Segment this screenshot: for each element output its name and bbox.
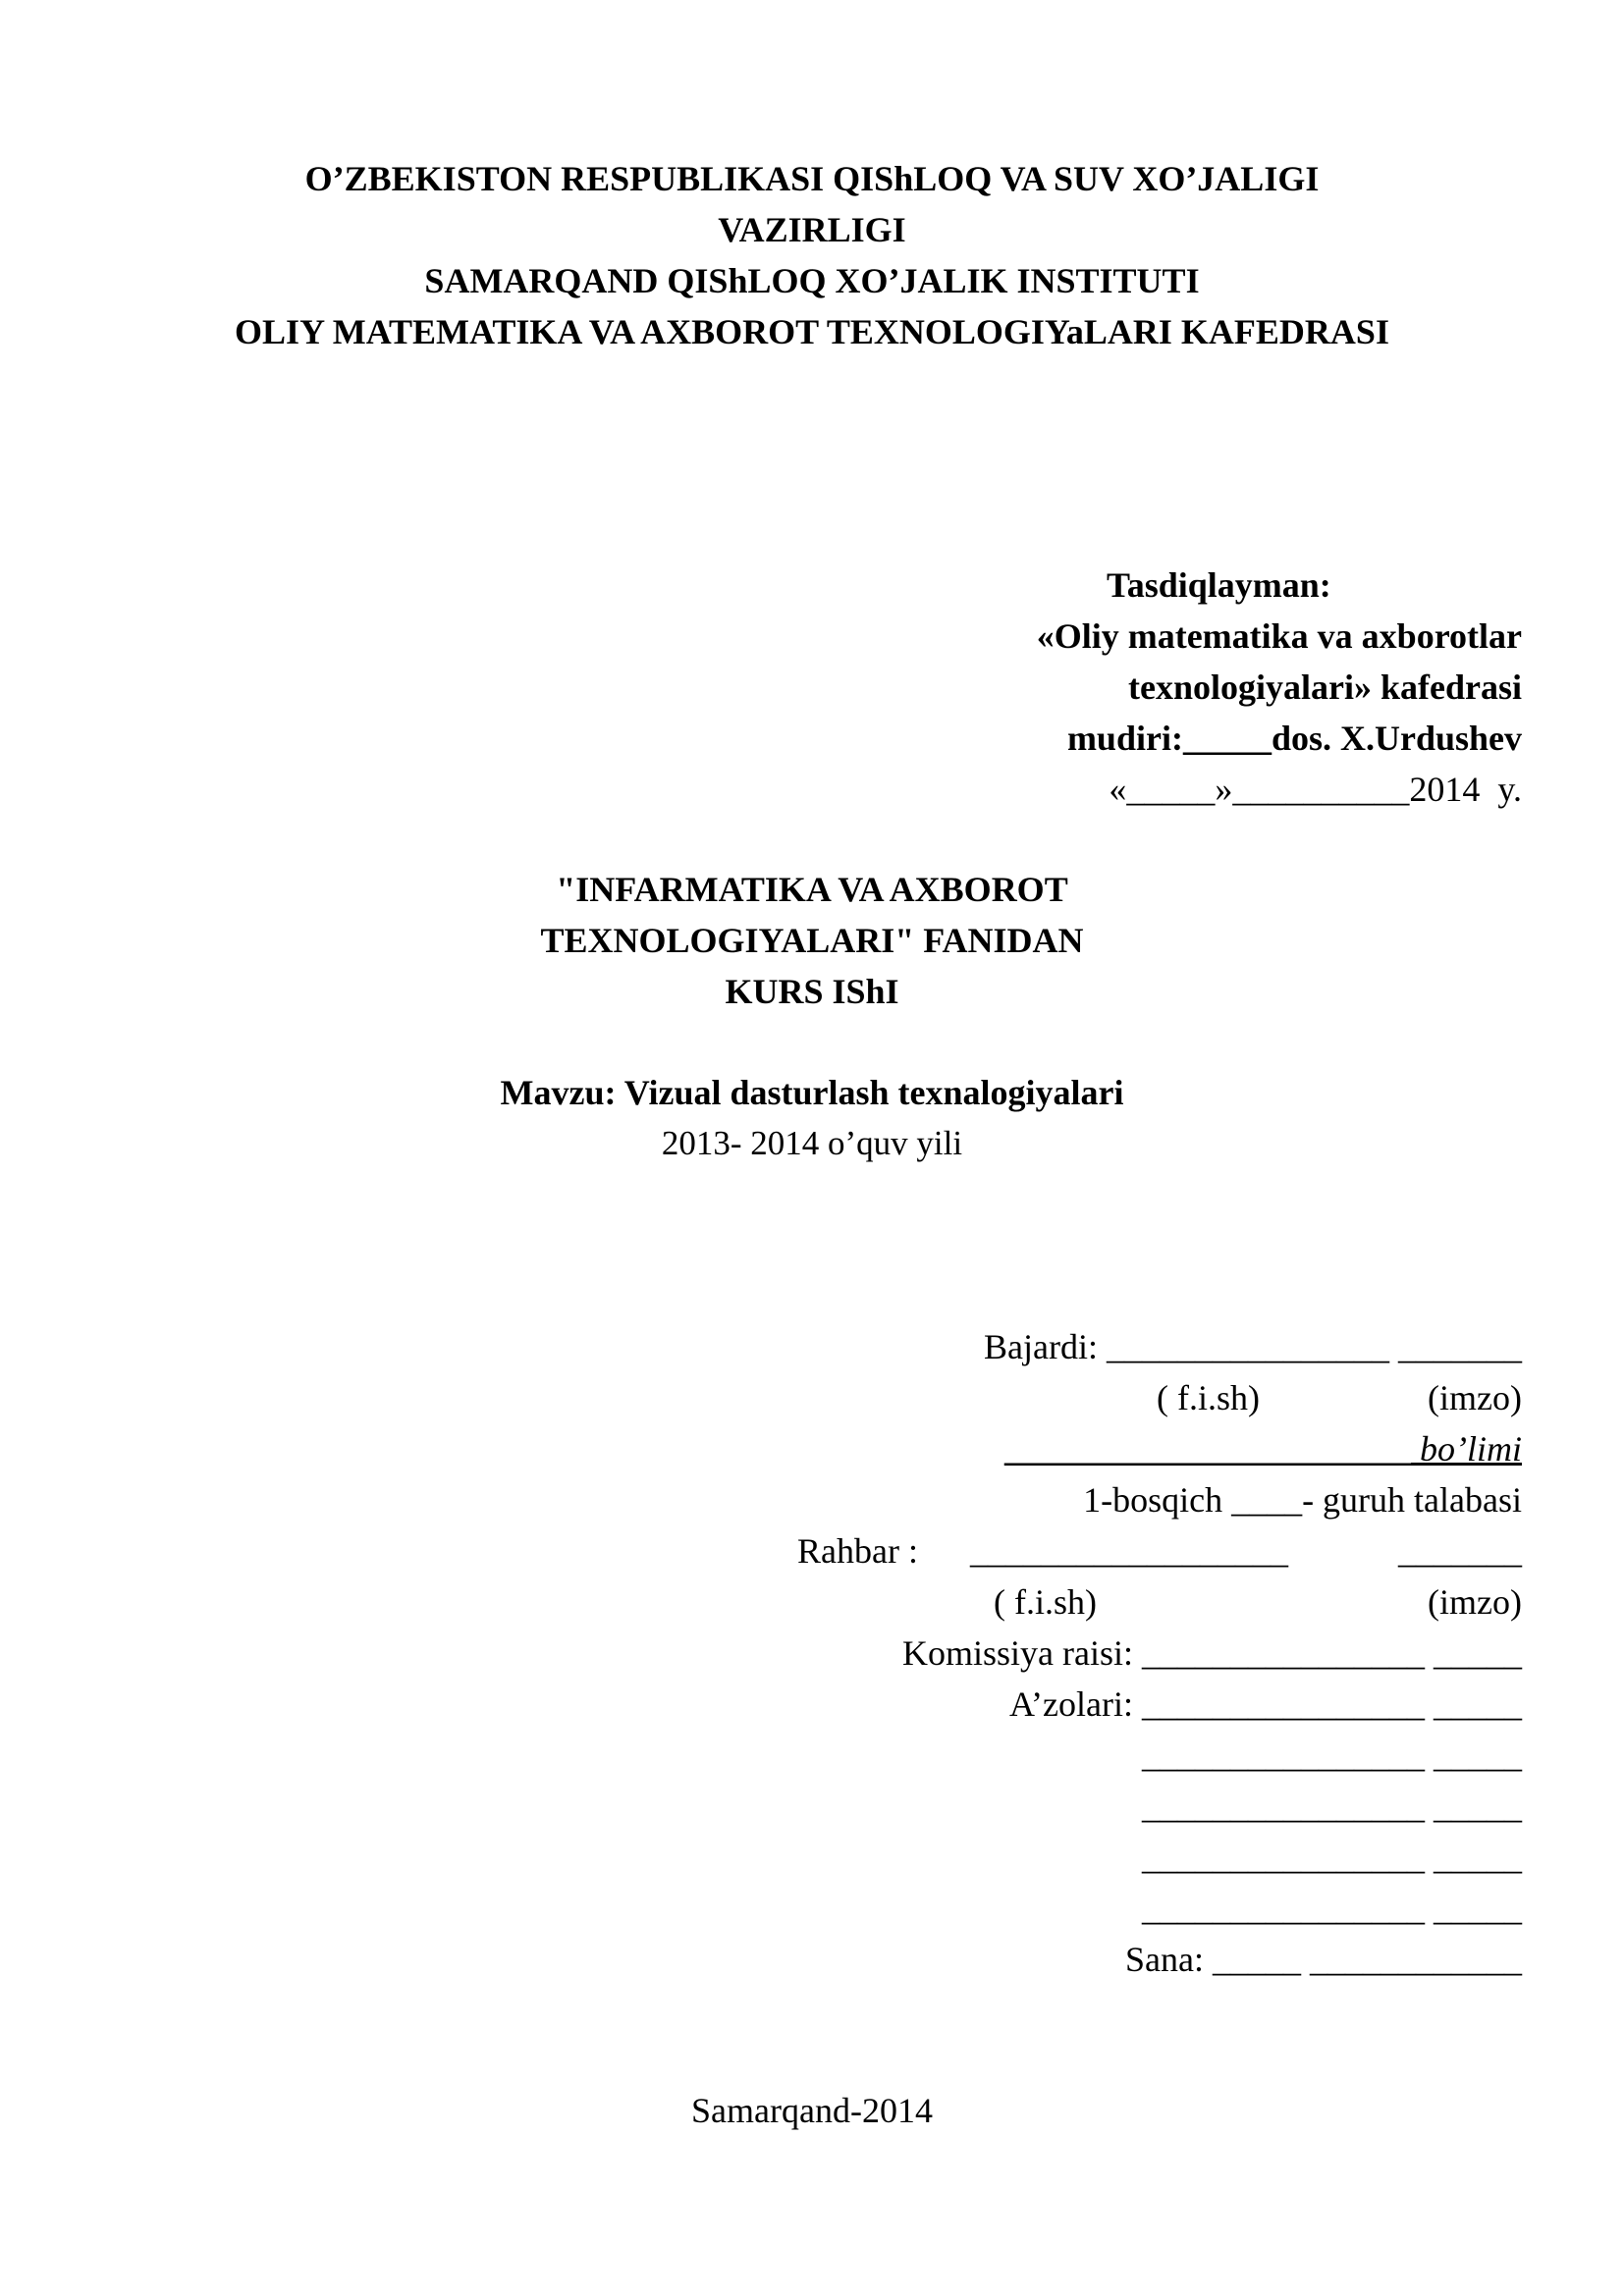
bolimi-label: bo’limi: [1411, 1429, 1522, 1468]
approval-line1: «Oliy matematika va axborotlar: [1036, 616, 1522, 656]
header-ministry-line2: VAZIRLIGI: [718, 210, 906, 249]
rahbar-name-blank: __________________: [970, 1531, 1288, 1571]
place-year: Samarqand-2014: [691, 2091, 933, 2130]
course-title-line3: KURS IShI: [725, 972, 899, 1011]
member-blank-row: ________________ _____: [1142, 1787, 1522, 1826]
topic-label: Mavzu: Vizual dasturlash texnalogiyalari: [500, 1073, 1124, 1112]
bolimi-line: [1004, 1423, 1522, 1474]
bosqich-line: 1-bosqich ____- guruh talabasi: [1083, 1480, 1522, 1520]
sana-line: Sana: _____ ____________: [1125, 1940, 1522, 1979]
approval-line2: texnologiyalari» kafedrasi: [1128, 667, 1522, 707]
member-blank-row: ________________ _____: [1142, 1838, 1522, 1877]
azolari-line: A’zolari: ________________ _____: [1009, 1684, 1522, 1724]
imzo-label-2: (imzo): [1428, 1582, 1522, 1622]
academic-year: 2013- 2014 o’quv yili: [661, 1124, 963, 1162]
approval-date: «_____»__________2014 y.: [1109, 770, 1522, 809]
course-title-line2: TEXNOLOGIYALARI" FANIDAN: [540, 921, 1084, 960]
fish-label-2: ( f.i.sh): [994, 1582, 1097, 1622]
rahbar-label: Rahbar :: [797, 1531, 918, 1571]
fish-label-1: ( f.i.sh): [1157, 1378, 1260, 1417]
member-blank-row: ________________ _____: [1142, 1735, 1522, 1775]
header-ministry-line1: O’ZBEKISTON RESPUBLIKASI QIShLOQ VA SUV XO’JALIGI: [304, 159, 1320, 198]
course-title-line1: "INFARMATIKA VA AXBOROT: [556, 870, 1068, 909]
komissiya-line: Komissiya raisi: ________________ _____: [902, 1633, 1522, 1673]
imzo-label-1: (imzo): [1428, 1378, 1522, 1417]
approval-head-signature: mudiri:_____dos. X.Urdushev: [1066, 719, 1522, 758]
member-blank-row: ________________ _____: [1142, 1889, 1522, 1928]
approval-title: Tasdiqlayman:: [1107, 565, 1331, 605]
bajardi-line: Bajardi: ________________ _______: [984, 1327, 1522, 1366]
header-institute: SAMARQAND QIShLOQ XO’JALIK INSTITUTI: [424, 261, 1200, 300]
header-department: OLIY MATEMATIKA VA AXBOROT TEXNOLOGIYaLARI KAFEDRASI: [235, 312, 1389, 351]
rahbar-signature-blank: _______: [1398, 1531, 1522, 1571]
bolimi-blank: _______________________: [1004, 1429, 1411, 1468]
